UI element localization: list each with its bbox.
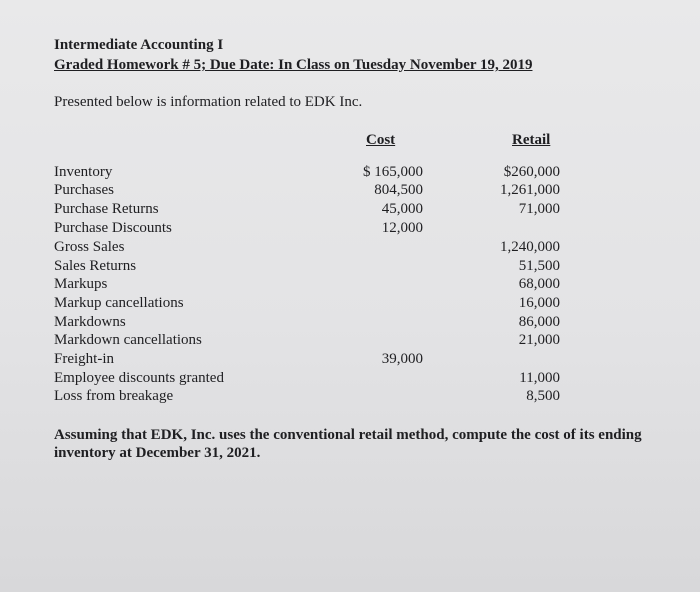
retail-column-header: Retail: [512, 132, 551, 148]
homework-title: Graded Homework # 5; Due Date: In Class on Tuesday November 19, 2019: [54, 57, 533, 73]
cost-value-purchases: 804,500: [374, 182, 423, 198]
retail-value-loss-from-breakage: 8,500: [526, 388, 560, 404]
cost-column-header: Cost: [366, 132, 396, 148]
row-label-markdown-cancellations: Markdown cancellations: [54, 332, 202, 348]
row-label-gross-sales: Gross Sales: [54, 239, 125, 255]
retail-value-purchases: 1,261,000: [500, 182, 560, 198]
retail-value-inventory: $260,000: [503, 164, 560, 180]
row-label-employee-discounts: Employee discounts granted: [54, 370, 224, 386]
cost-value-purchase-returns: 45,000: [381, 201, 423, 217]
row-label-purchases: Purchases: [54, 182, 114, 198]
row-label-loss-from-breakage: Loss from breakage: [54, 388, 174, 404]
row-label-sales-returns: Sales Returns: [54, 258, 137, 274]
retail-value-markup-cancellations: 16,000: [518, 295, 560, 311]
retail-value-markdowns: 86,000: [518, 314, 560, 330]
question-text: Assuming that EDK, Inc. uses the conventional retail method, compute the cost of its ending inventory at December 31, 2021.: [54, 427, 642, 461]
row-label-purchase-returns: Purchase Returns: [54, 201, 159, 217]
retail-value-markdown-cancellations: 21,000: [518, 332, 560, 348]
cost-value-inventory: $ 165,000: [363, 164, 423, 180]
course-title: Intermediate Accounting I: [54, 37, 224, 53]
cost-value-freight-in: 39,000: [381, 351, 423, 367]
retail-value-gross-sales: 1,240,000: [500, 239, 560, 255]
retail-value-employee-discounts: 11,000: [519, 370, 560, 386]
cost-value-purchase-discounts: 12,000: [381, 220, 423, 236]
retail-value-purchase-returns: 71,000: [518, 201, 560, 217]
retail-value-sales-returns: 51,500: [518, 258, 560, 274]
row-label-inventory: Inventory: [54, 164, 113, 180]
row-label-purchase-discounts: Purchase Discounts: [54, 220, 172, 236]
row-label-markup-cancellations: Markup cancellations: [54, 295, 184, 311]
intro-text: Presented below is information related to EDK Inc.: [54, 94, 363, 110]
retail-value-markups: 68,000: [518, 276, 560, 292]
row-label-markdowns: Markdowns: [54, 314, 126, 330]
row-label-markups: Markups: [54, 276, 108, 292]
row-label-freight-in: Freight-in: [54, 351, 114, 367]
